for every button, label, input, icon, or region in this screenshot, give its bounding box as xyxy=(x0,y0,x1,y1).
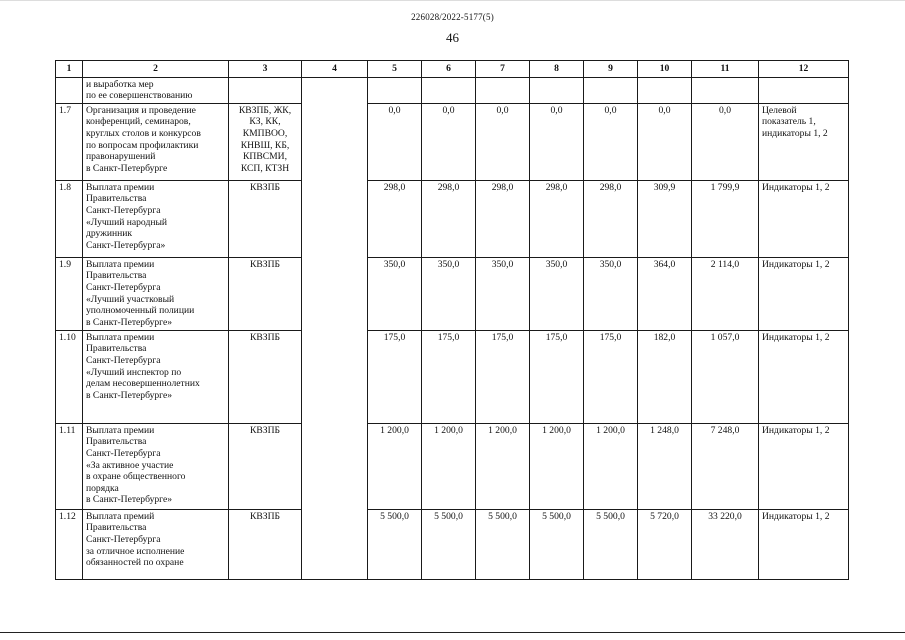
header-col-9: 9 xyxy=(584,61,638,78)
cell-total: 33 220,0 xyxy=(692,509,759,579)
header-col-12: 12 xyxy=(759,61,849,78)
cell-v10: 309,9 xyxy=(638,180,692,257)
cell-total: 1 057,0 xyxy=(692,330,759,423)
cell-v7 xyxy=(476,77,530,103)
header-col-7: 7 xyxy=(476,61,530,78)
cell-id: 1.8 xyxy=(56,180,83,257)
header-col-1: 1 xyxy=(56,61,83,78)
cell-id: 1.7 xyxy=(56,103,83,180)
cell-v5: 5 500,0 xyxy=(368,509,422,579)
cell-total: 0,0 xyxy=(692,103,759,180)
cell-indicators: Индикаторы 1, 2 xyxy=(759,257,849,330)
cell-v6: 298,0 xyxy=(422,180,476,257)
header-col-8: 8 xyxy=(530,61,584,78)
cell-executor: КВЗПБ xyxy=(229,423,302,509)
cell-v9: 1 200,0 xyxy=(584,423,638,509)
cell-v5: 0,0 xyxy=(368,103,422,180)
cell-v10: 364,0 xyxy=(638,257,692,330)
cell-v7: 350,0 xyxy=(476,257,530,330)
cell-indicators: Индикаторы 1, 2 xyxy=(759,509,849,579)
table-row xyxy=(56,423,849,509)
header-col-6: 6 xyxy=(422,61,476,78)
cell-col4 xyxy=(302,77,368,579)
cell-id: 1.10 xyxy=(56,330,83,423)
cell-v7: 0,0 xyxy=(476,103,530,180)
document-number: 226028/2022-5177(5) xyxy=(411,12,494,22)
cell-v10: 5 720,0 xyxy=(638,509,692,579)
cell-v8: 1 200,0 xyxy=(530,423,584,509)
cell-indicators: Индикаторы 1, 2 xyxy=(759,423,849,509)
cell-v9: 350,0 xyxy=(584,257,638,330)
header-row xyxy=(56,61,849,78)
cell-v7: 5 500,0 xyxy=(476,509,530,579)
cell-v9: 175,0 xyxy=(584,330,638,423)
cell-v9: 5 500,0 xyxy=(584,509,638,579)
cell-v8: 5 500,0 xyxy=(530,509,584,579)
cell-id: 1.12 xyxy=(56,509,83,579)
cell-name: Выплата премии Правительства Санкт-Петербурга «Лучший народный дружинник Санкт-Петербурга» xyxy=(83,180,229,257)
cell-v5: 350,0 xyxy=(368,257,422,330)
cell-v6: 1 200,0 xyxy=(422,423,476,509)
cell-executor: КВЗПБ, ЖК, КЗ, КК, КМПВОО, КНВШ, КБ, КПВСМИ, КСП, КТЗН xyxy=(229,103,302,180)
cell-name: Организация и проведение конференций, семинаров, круглых столов и конкурсов по вопросам профилактики правонарушений в Санкт-Петербурге xyxy=(83,103,229,180)
header-col-10: 10 xyxy=(638,61,692,78)
cell-v6: 0,0 xyxy=(422,103,476,180)
page-top-edge xyxy=(0,0,905,1)
cell-v6: 175,0 xyxy=(422,330,476,423)
cell-v9: 298,0 xyxy=(584,180,638,257)
header-col-2: 2 xyxy=(83,61,229,78)
cell-name: Выплата премий Правительства Санкт-Петербурга за отличное исполнение обязанностей по охране xyxy=(83,509,229,579)
cell-v5: 175,0 xyxy=(368,330,422,423)
cell-name: Выплата премии Правительства Санкт-Петербурга «Лучший инспектор по делам несовершеннолетних в Санкт-Петербурге» xyxy=(83,330,229,423)
table-row xyxy=(56,330,849,423)
cell-executor: КВЗПБ xyxy=(229,330,302,423)
cell-indicators: Индикаторы 1, 2 xyxy=(759,180,849,257)
cell-id: 1.9 xyxy=(56,257,83,330)
cell-executor xyxy=(229,77,302,103)
cell-name: Выплата премии Правительства Санкт-Петербурга «За активное участие в охране общественного порядка в Санкт-Петербурге» xyxy=(83,423,229,509)
cell-v6: 5 500,0 xyxy=(422,509,476,579)
cell-total: 1 799,9 xyxy=(692,180,759,257)
table-row xyxy=(56,103,849,180)
cell-v5: 298,0 xyxy=(368,180,422,257)
cell-v5: 1 200,0 xyxy=(368,423,422,509)
table-row xyxy=(56,509,849,579)
cell-total: 2 114,0 xyxy=(692,257,759,330)
cell-total xyxy=(692,77,759,103)
cell-v9: 0,0 xyxy=(584,103,638,180)
cell-v8 xyxy=(530,77,584,103)
table-row xyxy=(56,257,849,330)
header-col-4: 4 xyxy=(302,61,368,78)
cell-name: и выработка мер по ее совершенствованию xyxy=(83,77,229,103)
cell-v6: 350,0 xyxy=(422,257,476,330)
cell-executor: КВЗПБ xyxy=(229,509,302,579)
cell-v10: 0,0 xyxy=(638,103,692,180)
cell-indicators xyxy=(759,77,849,103)
cell-indicators: Индикаторы 1, 2 xyxy=(759,330,849,423)
header-col-3: 3 xyxy=(229,61,302,78)
table-row xyxy=(56,180,849,257)
cell-v5 xyxy=(368,77,422,103)
cell-total: 7 248,0 xyxy=(692,423,759,509)
cell-id xyxy=(56,77,83,103)
page-number: 46 xyxy=(446,30,459,45)
cell-name: Выплата премии Правительства Санкт-Петербурга «Лучший участковый уполномоченный полиции в Санкт-Петербурге» xyxy=(83,257,229,330)
cell-executor: КВЗПБ xyxy=(229,257,302,330)
program-table xyxy=(55,60,849,580)
cell-executor: КВЗПБ xyxy=(229,180,302,257)
cell-v8: 175,0 xyxy=(530,330,584,423)
cell-v7: 1 200,0 xyxy=(476,423,530,509)
cell-indicators: Целевой показатель 1, индикаторы 1, 2 xyxy=(759,103,849,180)
cell-v10: 182,0 xyxy=(638,330,692,423)
continuation-row xyxy=(56,77,849,103)
cell-v9 xyxy=(584,77,638,103)
cell-v7: 298,0 xyxy=(476,180,530,257)
cell-v10: 1 248,0 xyxy=(638,423,692,509)
cell-v8: 298,0 xyxy=(530,180,584,257)
cell-v7: 175,0 xyxy=(476,330,530,423)
cell-id: 1.11 xyxy=(56,423,83,509)
page-bottom-line xyxy=(0,632,905,633)
cell-v8: 0,0 xyxy=(530,103,584,180)
header-col-11: 11 xyxy=(692,61,759,78)
cell-v6 xyxy=(422,77,476,103)
cell-v10 xyxy=(638,77,692,103)
header-col-5: 5 xyxy=(368,61,422,78)
cell-v8: 350,0 xyxy=(530,257,584,330)
